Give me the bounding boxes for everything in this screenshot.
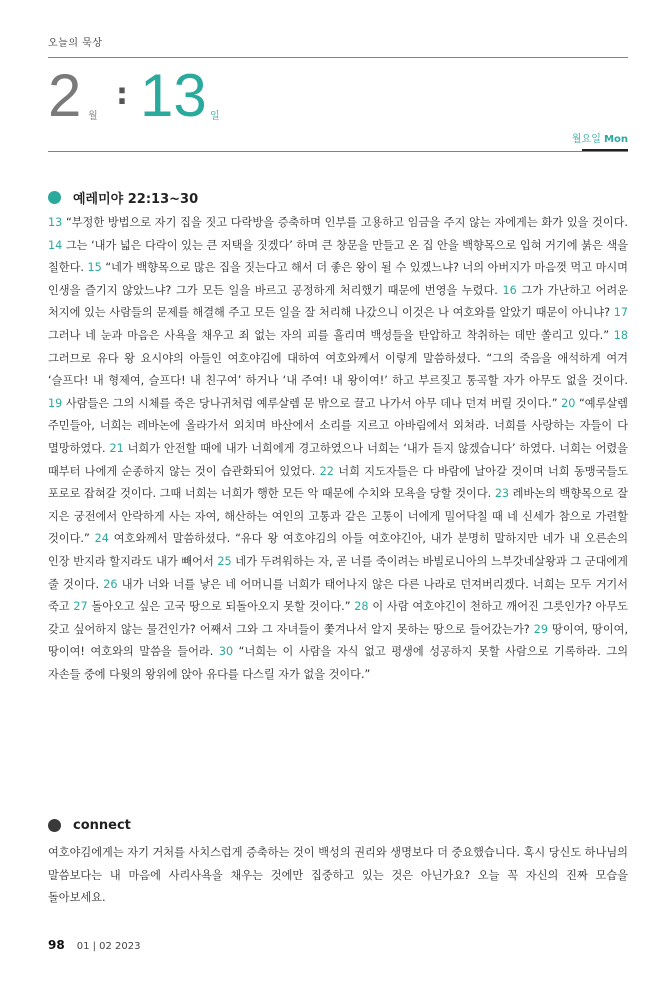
scripture-heading <box>48 188 198 207</box>
header-divider <box>48 151 628 152</box>
day-number: 13 <box>140 62 207 129</box>
verse-number: 21 <box>109 441 124 455</box>
page-footer <box>48 938 141 952</box>
verse-number: 23 <box>494 487 510 501</box>
verse-number: 25 <box>217 554 232 568</box>
verse-text: 땅이여, 땅이여, 땅이여! 여호와의 말씀을 들어라. <box>48 622 628 659</box>
teal-dot-icon <box>48 191 61 204</box>
dark-dot-icon <box>48 819 61 832</box>
verse-text: “부정한 방법으로 자기 집을 짓고 다락방을 증축하며 인부를 고용하고 임금을 주지 않는 자에게는 화가 있을 것이다. <box>62 216 628 229</box>
verse-text: 레바논의 백향목으로 잘 지은 궁전에서 안락하게 사는 자여, 해산하는 여인의 고통과 같은 고통이 너에게 밀어닥칠 때 네 신세가 참으로 가련할 것이다.” <box>48 487 628 546</box>
verse-number: 14 <box>48 238 63 252</box>
scripture-text <box>48 212 628 686</box>
day-unit: 일 <box>210 111 220 122</box>
verse-text: 돌아오고 싶은 고국 땅으로 되돌아오지 못할 것이다.” <box>87 600 355 614</box>
verse-text: 여호와께서 말씀하셨다. “유다 왕 여호야김의 아들 여호야긴아, 내가 분명히 말하지만 네가 내 오른손의 인장 반지라 할지라도 내가 빼어서 <box>48 532 628 568</box>
verse-text: “네가 백향목으로 많은 집을 짓는다고 해서 더 좋은 왕이 될 수 있겠느냐? 너의 아버지가 마음껏 먹고 마시며 인생을 즐기지 않았느냐? 그가 모든 일을 바르고 공정하게 처리했기 때문에 번영을 누렸다. <box>48 261 628 297</box>
date-colon: : <box>116 77 128 112</box>
verse-text: 이 사람 여호야긴이 천하고 깨어진 그릇인가? 아무도 갖고 싶어하지 않는 물건인가? 어째서 그와 그 자녀들이 쫓겨나서 알지 못하는 땅으로 들어갔는가? <box>48 600 628 636</box>
month-number: 2 <box>48 62 82 129</box>
connect-heading <box>48 818 131 833</box>
verse-number: 18 <box>613 328 628 342</box>
connect-title: connect <box>73 818 131 833</box>
verse-text: 그가 가난하고 어려운 처지에 있는 사람들의 문제를 해결해 주고 모든 일을 잘 처리해 나갔으니 이것은 나 여호와를 알았기 때문이 아니냐? <box>48 283 628 320</box>
verse-number: 17 <box>613 306 628 320</box>
weekday-korean: 월요일 <box>571 134 601 145</box>
verse-text: 그는 ‘내가 넓은 다락이 있는 큰 저택을 짓겠다’ 하며 큰 창문을 만들고 온 집 안을 백향목으로 입혀 거기에 붉은 색을 칠한다. <box>48 238 628 275</box>
verse-number: 22 <box>319 464 334 478</box>
verse-text: 사람들은 그의 시체를 죽은 당나귀처럼 예루살렘 문 밖으로 끌고 나가서 아무 데나 던져 버릴 것이다.” <box>62 396 562 410</box>
verse-text: 그러나 네 눈과 마음은 사욕을 채우고 죄 없는 자의 피를 흘리며 백성들을 탄압하고 착취하는 데만 쏠리고 있다.” <box>48 328 614 342</box>
verse-number: 30 <box>218 645 234 659</box>
weekday-label <box>572 130 628 145</box>
top-divider <box>48 57 628 58</box>
verse-number: 19 <box>48 396 63 410</box>
verse-number: 26 <box>103 577 118 591</box>
verse-text: 내가 너와 너를 낳은 네 어머니를 너희가 태어나지 않은 다른 나라로 던져버리겠다. 너희는 모두 거기서 죽고 <box>48 577 628 614</box>
page-number: 98 <box>48 938 65 952</box>
verse-text: 그러므로 유다 왕 요시야의 아들인 여호야김에 대하여 여호와께서 이렇게 말씀하셨다. “그의 죽음을 애석하게 여겨 ‘슬프다! 내 형제여, 슬프다! 내 친구여’ 하거나 ‘내 주여! 내 왕이여!’ 하고 부르짖고 통곡할 자가 아무도 없을 것이다. <box>48 351 628 388</box>
verse-text: 너희가 안전할 때에 내가 너희에게 경고하였으나 너희는 ‘내가 듣지 않겠습니다’ 하였다. 너희는 어렸을 때부터 나에게 순종하지 않는 것이 습관화되어 있었다. <box>48 441 628 478</box>
verse-number: 20 <box>561 396 576 410</box>
verse-text: 너희 지도자들은 다 바람에 날아갈 것이며 너희 동맹국들도 포로로 잡혀갈 것이다. 그때 너희는 너희가 행한 모든 악 때문에 수치와 모욕을 당할 것이다. <box>48 464 628 501</box>
verse-text: “예루살렘 주민들아, 너희는 레바논에 올라가서 외치며 바산에서 소리를 지르고 아바림에서 외쳐라. 너희를 사랑하는 자들이 다 멸망하였다. <box>48 396 628 455</box>
issue-date: 01 | 02 2023 <box>76 941 141 952</box>
verse-number: 27 <box>73 600 88 614</box>
verse-number: 15 <box>87 261 102 275</box>
verse-number: 13 <box>48 216 63 229</box>
verse-number: 28 <box>354 600 369 614</box>
scripture-reference: 예레미야 22:13~30 <box>73 192 199 207</box>
weekday-english: Mon <box>604 134 628 145</box>
verse-text: 네가 두려워하는 자, 곧 너를 죽이려는 바빌로니아의 느부갓네살왕과 그 군대에게 줄 것이다. <box>48 554 628 591</box>
verse-number: 16 <box>502 283 517 297</box>
connect-text: 여호야김에게는 자기 거처를 사치스럽게 증축하는 것이 백성의 권리와 생명보다 더 중요했습니다. 혹시 당신도 하나님의 말씀보다는 내 마음에 사리사욕을 채우는 것에만 집중하고 있는 것은 아닌가요? 오늘 꼭 자신의 진짜 모습을 돌아보세요. <box>48 846 628 905</box>
month-unit: 월 <box>88 111 98 122</box>
verse-number: 24 <box>94 532 109 546</box>
section-header-label: 오늘의 묵상 <box>48 38 103 49</box>
verse-text: “너희는 이 사람을 자식 없고 평생에 성공하지 못할 사람으로 기록하라. 그의 자손들 중에 다윗의 왕위에 앉아 유다를 다스릴 자가 없을 것이다.” <box>48 645 628 681</box>
verse-number: 29 <box>533 622 548 636</box>
